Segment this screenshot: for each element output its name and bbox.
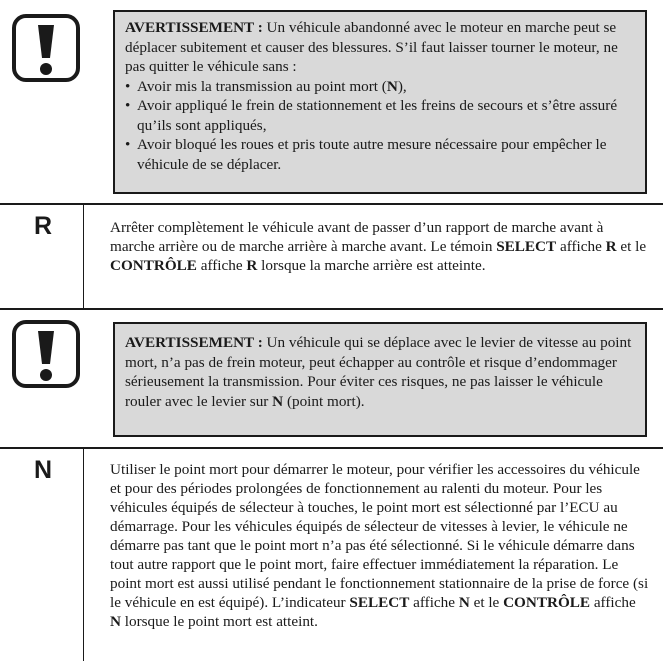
warning-box (113, 322, 647, 437)
warning-paragraph: AVERTISSEMENT : Un véhicule qui se déplace avec le levier de vitesse au point mort, n’a pas de frein moteur, peut échapper au contrôle et risque d’endommager sérieusement la transmission. Pour éviter ces risques, ne pas laisser le véhicule rouler avec le levier sur N (point mort). (125, 334, 632, 410)
warning-text: Un véhicule abandonné avec le moteur en marche peut se déplacer subitement et causer des blessures. S’il faut laisser tourner le moteur, ne pas quitter le véhicule sans : (125, 19, 618, 75)
exclamation-warning-icon (12, 320, 80, 388)
gear-letter-r: R (34, 212, 53, 240)
reverse-description: Arrêter complètement le véhicule avant de passer d’un rapport de marche avant à marche arrière ou de marche arrière à marche avant. Le témoin SELECT affiche R et le CONTRÔLE affiche R lorsque la marche arrière est atteinte. (110, 219, 647, 274)
neutral-description: Utiliser le point mort pour démarrer le moteur, pour vérifier les accessoires du véhicule et pour des périodes prolongées de fonctionnement au ralenti du moteur. Pour les véhicules équipés de sélecteur à touches, le point mort est sélectionné par l’ECU au démarrage. Pour les véhicules équipés de sélecteur de vitesses à levier, le véhicule ne démarre pas tant que le point mort n’a pas été sélectionné. Si le véhicule démarre dans tout autre rapport que le point mort, faire effectuer immédiatement la réparation. Le point mort est aussi utilisé pendant le fonctionnement stationnaire de la prise de force (si le véhicule en est équipé). L’indicateur SELECT affiche N et le CONTRÔLE affiche N lorsque le point mort est atteint. (110, 461, 649, 630)
row-divider (0, 308, 663, 310)
bullet: • (125, 77, 131, 95)
exclamation-warning-icon (12, 14, 80, 82)
list-item: • Avoir bloqué les roues et pris toute autre mesure nécessaire pour empêcher le véhicule de se déplacer. (125, 136, 607, 173)
warning-label: AVERTISSEMENT : (125, 19, 263, 36)
row-divider (0, 447, 663, 449)
warning-list (125, 77, 637, 175)
row-divider (0, 203, 663, 205)
warning-paragraph (125, 18, 637, 77)
warning-box (113, 10, 647, 194)
list-item: • Avoir appliqué le frein de stationnement et les freins de secours et s’être assuré qu’ils sont appliqués, (125, 97, 618, 134)
bullet: • (125, 136, 131, 153)
column-divider (83, 448, 84, 661)
warning-label: AVERTISSEMENT : (125, 334, 263, 351)
column-divider (83, 204, 84, 308)
list-item: • Avoir mis la transmission au point mort (N), (125, 77, 407, 95)
bullet: • (125, 97, 131, 114)
gear-letter-n: N (34, 456, 53, 484)
